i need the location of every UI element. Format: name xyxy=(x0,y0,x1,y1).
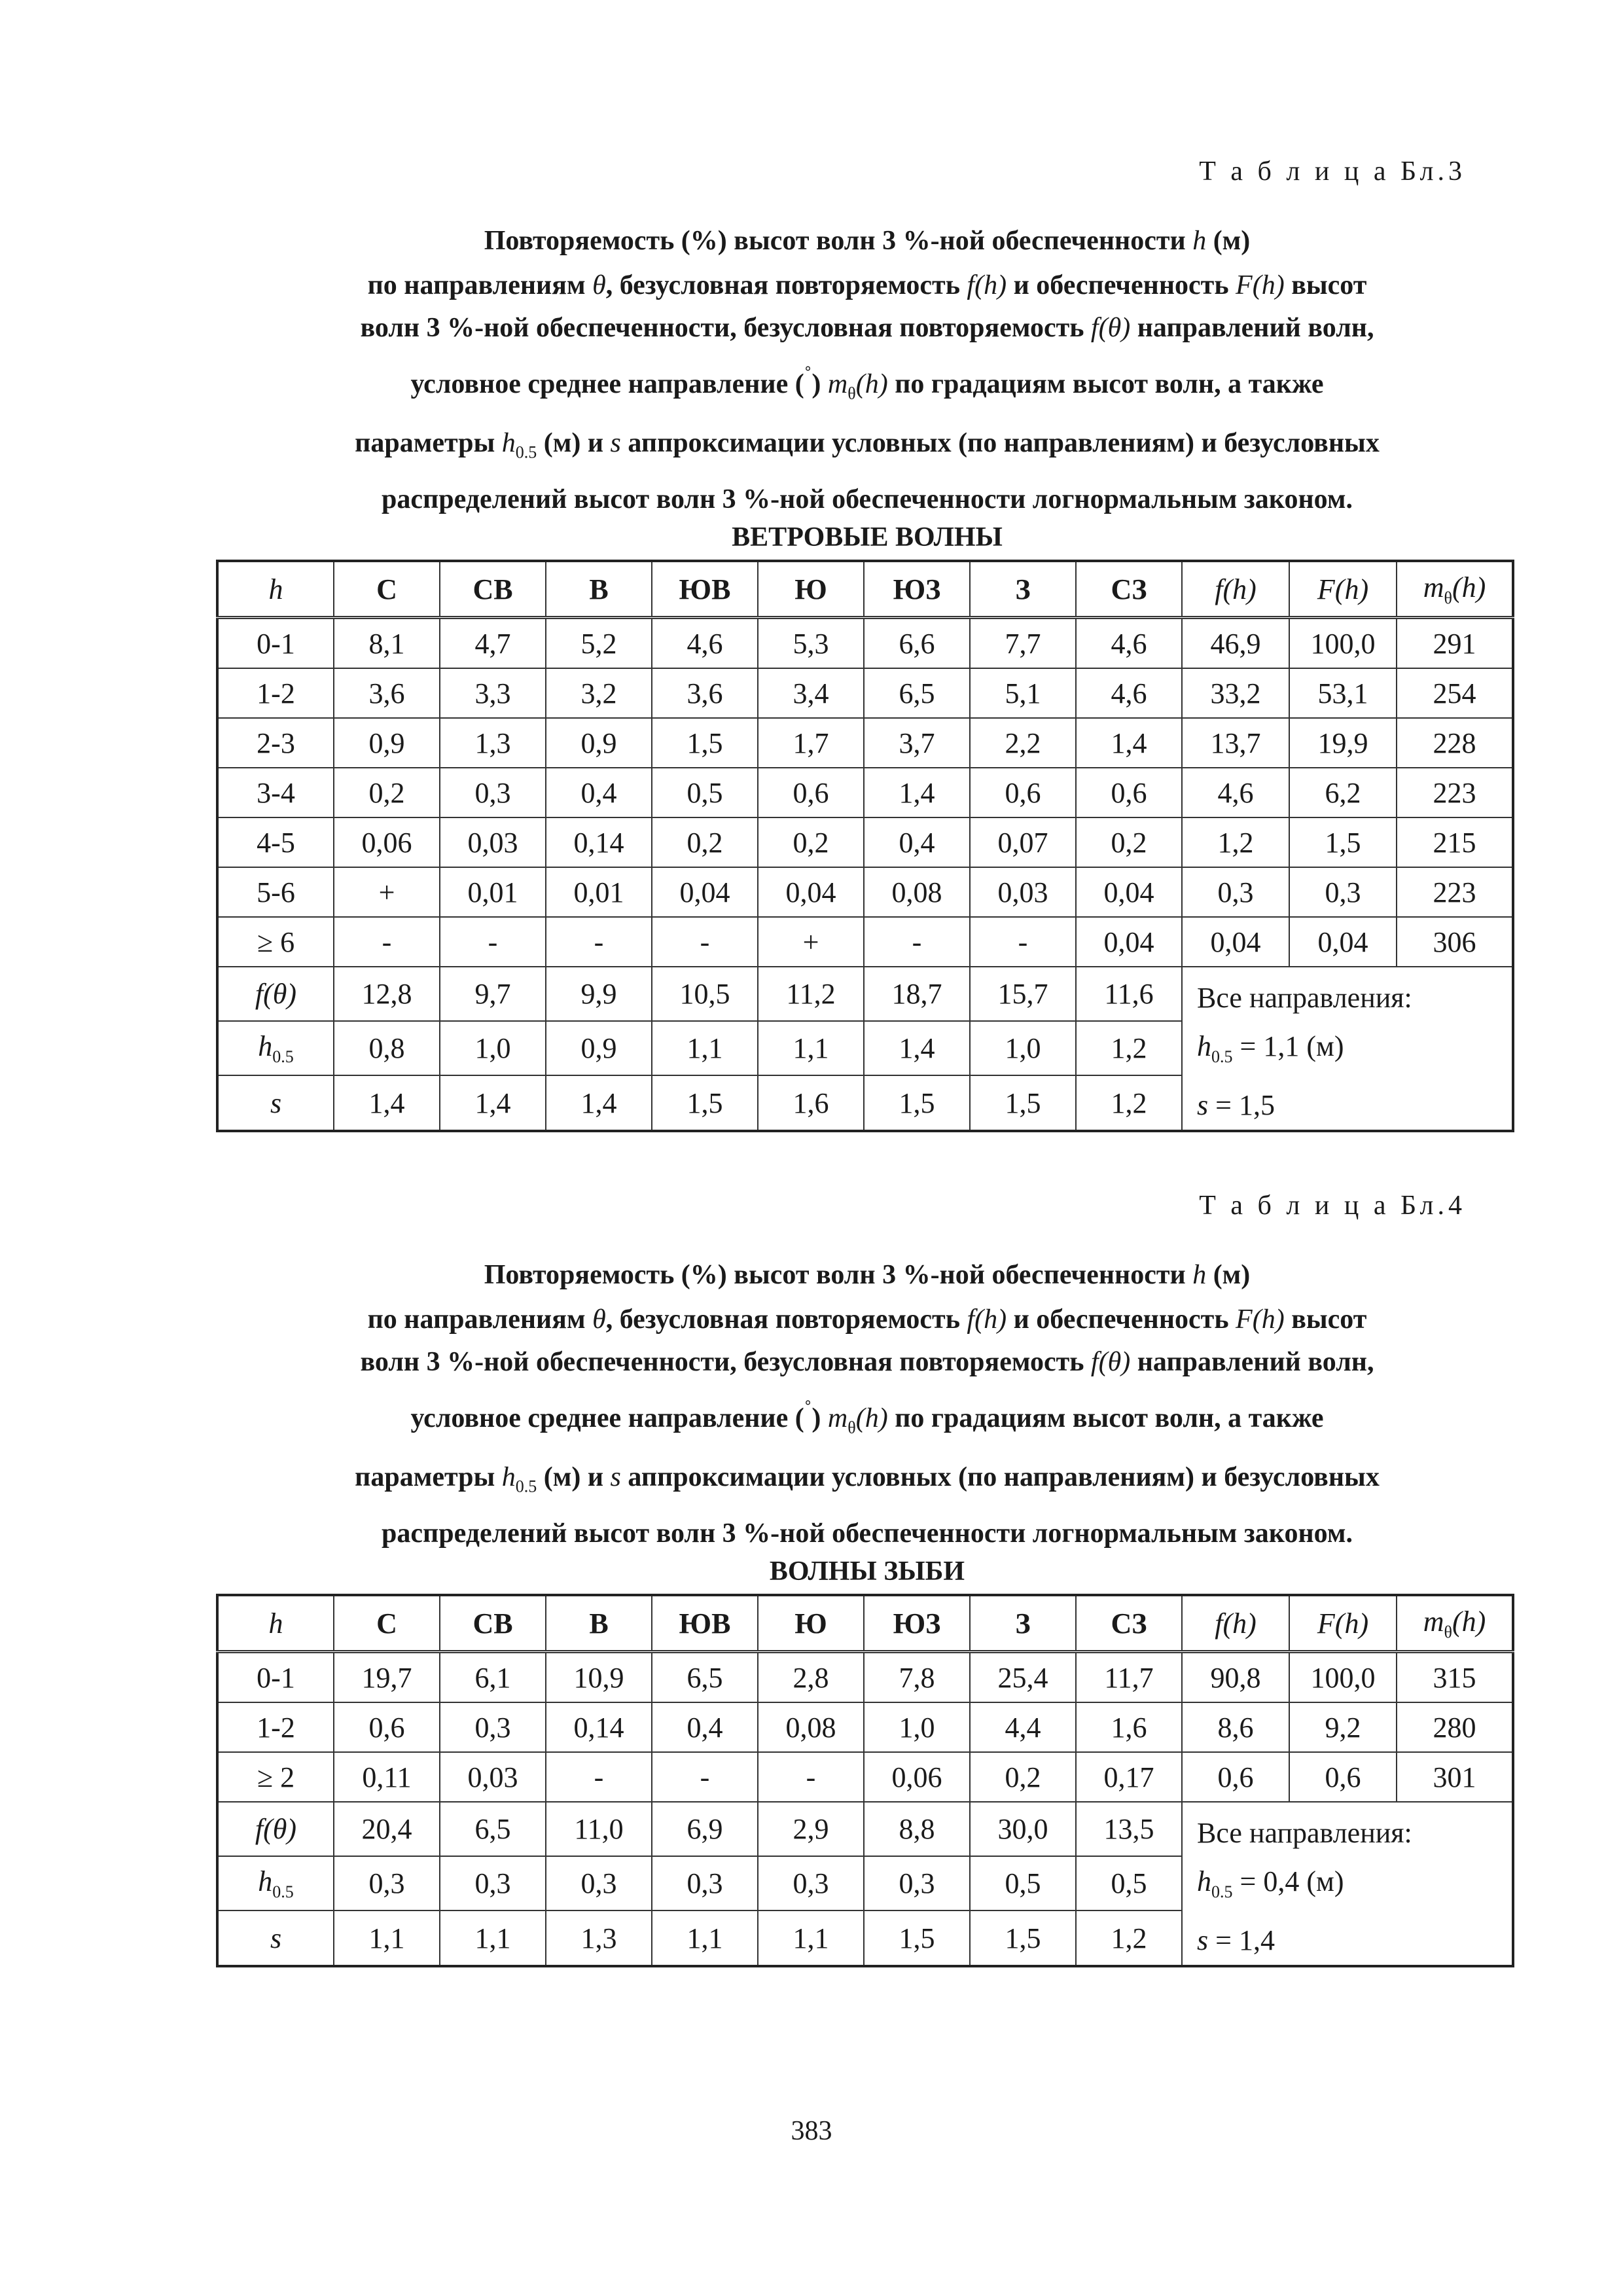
table-cell: 0,3 xyxy=(864,1856,970,1910)
column-header: ЮЗ xyxy=(864,1595,970,1652)
column-header: В xyxy=(546,561,652,618)
column-header: $m_\theta(h)$ xyxy=(1397,561,1513,618)
table-cell: 0,07 xyxy=(970,817,1076,867)
table-cell: 0,5 xyxy=(970,1856,1076,1910)
table-cell: 5,2 xyxy=(546,618,652,669)
table-cell: - xyxy=(864,917,970,967)
table-cell: 1,5 xyxy=(864,1075,970,1130)
table-cell: 228 xyxy=(1397,718,1513,768)
column-header: СВ xyxy=(440,561,546,618)
table-cell: 0-1 xyxy=(217,618,334,669)
table-cell: 11,0 xyxy=(546,1802,652,1856)
data-table xyxy=(216,1594,1514,1967)
table-cell: 0,04 xyxy=(1076,917,1182,967)
table-cell: 1,5 xyxy=(652,1075,758,1130)
table-cell: 1,1 xyxy=(334,1910,440,1965)
table-cell: 6,5 xyxy=(652,1652,758,1703)
table-cell: 0,4 xyxy=(652,1702,758,1752)
table-cell: 0,03 xyxy=(440,817,546,867)
table-cell: 0,3 xyxy=(758,1856,864,1910)
table-cell: 1,3 xyxy=(440,718,546,768)
table-cell: 2-3 xyxy=(217,718,334,768)
row-header: s xyxy=(217,1075,334,1130)
table-cell: - xyxy=(652,1752,758,1802)
table-cell: 3-4 xyxy=(217,768,334,817)
table-cell: 0,4 xyxy=(864,817,970,867)
table-cell: 0,08 xyxy=(758,1702,864,1752)
table-cell: 4,4 xyxy=(970,1702,1076,1752)
table-cell: 0,2 xyxy=(1076,817,1182,867)
table-cell: 1,7 xyxy=(758,718,864,768)
table-cell: 0,9 xyxy=(334,718,440,768)
column-header: В xyxy=(546,1595,652,1652)
column-header: ЮВ xyxy=(652,561,758,618)
column-header: Ю xyxy=(758,1595,864,1652)
table-cell: 11,6 xyxy=(1076,967,1182,1021)
table-cell: 0,04 xyxy=(1076,867,1182,917)
column-header: ЮВ xyxy=(652,1595,758,1652)
table-row xyxy=(217,668,1513,718)
table-cell: 9,7 xyxy=(440,967,546,1021)
table-row xyxy=(217,967,1513,1021)
table-cell: 5-6 xyxy=(217,867,334,917)
table-cell: 0,03 xyxy=(970,867,1076,917)
table-cell: 0,8 xyxy=(334,1021,440,1075)
table-cell: 0,04 xyxy=(758,867,864,917)
table-cell: 1,2 xyxy=(1076,1910,1182,1965)
column-header: F(h) xyxy=(1289,561,1397,618)
table-cell: 280 xyxy=(1397,1702,1513,1752)
column-header: С xyxy=(334,1595,440,1652)
table-cell: 291 xyxy=(1397,618,1513,669)
table-row xyxy=(217,768,1513,817)
table-cell: 53,1 xyxy=(1289,668,1397,718)
data-table xyxy=(216,560,1514,1132)
table-cell: ≥ 2 xyxy=(217,1752,334,1802)
table-cell: 1,3 xyxy=(546,1910,652,1965)
table-cell: 0,01 xyxy=(440,867,546,917)
table-cell: 8,6 xyxy=(1182,1702,1289,1752)
table-cell: 0,11 xyxy=(334,1752,440,1802)
table-cell: 3,4 xyxy=(758,668,864,718)
table-cell: 0,17 xyxy=(1076,1752,1182,1802)
table-cell: 0,3 xyxy=(440,768,546,817)
table-cell: 1,1 xyxy=(440,1910,546,1965)
table-cell: - xyxy=(440,917,546,967)
table-cell: 7,7 xyxy=(970,618,1076,669)
table-cell: 0-1 xyxy=(217,1652,334,1703)
table-cell: 1,4 xyxy=(334,1075,440,1130)
column-header: З xyxy=(970,1595,1076,1652)
table-cell: 2,2 xyxy=(970,718,1076,768)
table-cell: 6,6 xyxy=(864,618,970,669)
table-row xyxy=(217,618,1513,669)
table-cell: 1,5 xyxy=(864,1910,970,1965)
table-cell: 1,1 xyxy=(652,1910,758,1965)
table-cell: 0,06 xyxy=(864,1752,970,1802)
table-cell: 11,2 xyxy=(758,967,864,1021)
table-cell: 4,6 xyxy=(652,618,758,669)
table-cell: 4-5 xyxy=(217,817,334,867)
table-row xyxy=(217,917,1513,967)
table-row xyxy=(217,1702,1513,1752)
table-cell: 0,04 xyxy=(1289,917,1397,967)
table-cell: 1,5 xyxy=(1289,817,1397,867)
table-cell: 1,5 xyxy=(652,718,758,768)
table-cell: + xyxy=(758,917,864,967)
table-cell: 100,0 xyxy=(1289,618,1397,669)
all-directions-summary: Все направления: $h_{0.5} = 0,4$ (м) s = 1,4 xyxy=(1182,1802,1513,1966)
column-header: h xyxy=(217,1595,334,1652)
table-cell: 4,7 xyxy=(440,618,546,669)
table-cell: 6,5 xyxy=(440,1802,546,1856)
table-cell: 6,1 xyxy=(440,1652,546,1703)
table-cell: 3,7 xyxy=(864,718,970,768)
row-header: $h_{0.5}$ xyxy=(217,1021,334,1075)
table-cell: 10,9 xyxy=(546,1652,652,1703)
table-row xyxy=(217,1652,1513,1703)
table-cell: 9,2 xyxy=(1289,1702,1397,1752)
column-header: f(h) xyxy=(1182,1595,1289,1652)
table-cell: 4,6 xyxy=(1182,768,1289,817)
table-cell: - xyxy=(546,917,652,967)
table-cell: 19,7 xyxy=(334,1652,440,1703)
table-cell: 0,3 xyxy=(652,1856,758,1910)
table-cell: 0,3 xyxy=(440,1702,546,1752)
table-cell: 1,2 xyxy=(1182,817,1289,867)
table-cell: 0,5 xyxy=(1076,1856,1182,1910)
table-cell: 30,0 xyxy=(970,1802,1076,1856)
table-cell: 1,4 xyxy=(1076,718,1182,768)
table-cell: 1-2 xyxy=(217,1702,334,1752)
table-cell: 1,0 xyxy=(970,1021,1076,1075)
table-cell: 223 xyxy=(1397,768,1513,817)
table-caption: Повторяемость (%) высот волн 3 %-ной обеспеченности h (м) по направлениям θ, безусловная повторяемость f(h) и обеспеченность F(h) высот волн 3 %-ной обеспеченности, безусловная повторяемость f(θ) направлений волн, условное среднее направление (˚) $m_\theta(h)$ по градациям высот волн, а также параметры $h_{0.5}$ (м) и s аппроксимации условных (по направлениям) и безусловных распределений высот волн 3 %-ной обеспеченности логнормальным законом. ВЕТРОВЫЕ ВОЛНЫ xyxy=(216,216,1518,554)
column-header: С xyxy=(334,561,440,618)
all-directions-summary: Все направления: $h_{0.5} = 1,1$ (м) s = 1,5 xyxy=(1182,967,1513,1131)
table-cell: 0,5 xyxy=(652,768,758,817)
column-header: f(h) xyxy=(1182,561,1289,618)
table-cell: 0,04 xyxy=(1182,917,1289,967)
table-cell: 8,1 xyxy=(334,618,440,669)
table-cell: 8,8 xyxy=(864,1802,970,1856)
table-cell: 301 xyxy=(1397,1752,1513,1802)
table-cell: 0,3 xyxy=(546,1856,652,1910)
column-header: СЗ xyxy=(1076,561,1182,618)
table-cell: 6,5 xyxy=(864,668,970,718)
table-caption: Повторяемость (%) высот волн 3 %-ной обеспеченности h (м) по направлениям θ, безусловная повторяемость f(h) и обеспеченность F(h) высот волн 3 %-ной обеспеченности, безусловная повторяемость f(θ) направлений волн, условное среднее направление (˚) $m_\theta(h)$ по градациям высот волн, а также параметры $h_{0.5}$ (м) и s аппроксимации условных (по направлениям) и безусловных распределений высот волн 3 %-ной обеспеченности логнормальным законом. ВОЛНЫ ЗЫБИ xyxy=(216,1250,1518,1588)
table-cell: 12,8 xyxy=(334,967,440,1021)
table-label: Т а б л и ц а Бл.3 xyxy=(1199,156,1466,187)
table-cell: 5,1 xyxy=(970,668,1076,718)
table-cell: 0,6 xyxy=(1076,768,1182,817)
table-row xyxy=(217,718,1513,768)
table-cell: 1,5 xyxy=(970,1910,1076,1965)
table-header-row xyxy=(217,1595,1513,1652)
row-header: f(θ) xyxy=(217,967,334,1021)
table-cell: - xyxy=(546,1752,652,1802)
table-cell: 1,5 xyxy=(970,1075,1076,1130)
table-cell: 0,14 xyxy=(546,1702,652,1752)
table-cell: 0,2 xyxy=(970,1752,1076,1802)
column-header: З xyxy=(970,561,1076,618)
page-number: 383 xyxy=(791,2116,832,2146)
table-cell: 1,6 xyxy=(1076,1702,1182,1752)
column-header: СВ xyxy=(440,1595,546,1652)
table-cell: 5,3 xyxy=(758,618,864,669)
table-cell: 13,5 xyxy=(1076,1802,1182,1856)
table-cell: 1,6 xyxy=(758,1075,864,1130)
table-cell: 1,1 xyxy=(652,1021,758,1075)
table-cell: 0,3 xyxy=(1289,867,1397,917)
table-cell: - xyxy=(652,917,758,967)
column-header: Ю xyxy=(758,561,864,618)
table-header-row xyxy=(217,561,1513,618)
table-cell: 0,01 xyxy=(546,867,652,917)
table-row xyxy=(217,1752,1513,1802)
table-cell: 1,1 xyxy=(758,1021,864,1075)
table-cell: 306 xyxy=(1397,917,1513,967)
table-cell: 3,6 xyxy=(652,668,758,718)
table-cell: 0,3 xyxy=(440,1856,546,1910)
table-cell: ≥ 6 xyxy=(217,917,334,967)
table-cell: 0,9 xyxy=(546,718,652,768)
table-cell: 3,2 xyxy=(546,668,652,718)
table-cell: 25,4 xyxy=(970,1652,1076,1703)
table-cell: 0,2 xyxy=(758,817,864,867)
table-cell: 90,8 xyxy=(1182,1652,1289,1703)
table-cell: 7,8 xyxy=(864,1652,970,1703)
table-cell: 0,6 xyxy=(334,1702,440,1752)
table-cell: 1,1 xyxy=(758,1910,864,1965)
table-cell: 0,6 xyxy=(758,768,864,817)
column-header: $m_\theta(h)$ xyxy=(1397,1595,1513,1652)
table-cell: - xyxy=(758,1752,864,1802)
table-cell: 15,7 xyxy=(970,967,1076,1021)
table-cell: 0,2 xyxy=(652,817,758,867)
table-cell: 215 xyxy=(1397,817,1513,867)
table-cell: 0,06 xyxy=(334,817,440,867)
row-header: f(θ) xyxy=(217,1802,334,1856)
table-cell: 4,6 xyxy=(1076,668,1182,718)
table-cell: 1-2 xyxy=(217,668,334,718)
table-cell: 46,9 xyxy=(1182,618,1289,669)
table-cell: 3,3 xyxy=(440,668,546,718)
table-cell: 0,2 xyxy=(334,768,440,817)
table-cell: 33,2 xyxy=(1182,668,1289,718)
table-cell: 10,5 xyxy=(652,967,758,1021)
table-cell: 0,3 xyxy=(334,1856,440,1910)
table-cell: 0,3 xyxy=(1182,867,1289,917)
table-cell: 315 xyxy=(1397,1652,1513,1703)
table-cell: 1,0 xyxy=(440,1021,546,1075)
table-cell: 4,6 xyxy=(1076,618,1182,669)
table-row xyxy=(217,817,1513,867)
table-cell: 0,6 xyxy=(1289,1752,1397,1802)
table-cell: 1,2 xyxy=(1076,1075,1182,1130)
table-subtitle: ВОЛНЫ ЗЫБИ xyxy=(769,1556,965,1587)
column-header: F(h) xyxy=(1289,1595,1397,1652)
table-cell: 1,4 xyxy=(864,1021,970,1075)
table-cell: 1,2 xyxy=(1076,1021,1182,1075)
table-row xyxy=(217,867,1513,917)
table-cell: 9,9 xyxy=(546,967,652,1021)
table-cell: 0,14 xyxy=(546,817,652,867)
table-cell: 1,0 xyxy=(864,1702,970,1752)
table-cell: - xyxy=(970,917,1076,967)
table-cell: 20,4 xyxy=(334,1802,440,1856)
table-cell: 6,2 xyxy=(1289,768,1397,817)
table-cell: 254 xyxy=(1397,668,1513,718)
table-cell: + xyxy=(334,867,440,917)
row-header: s xyxy=(217,1910,334,1965)
table-label: Т а б л и ц а Бл.4 xyxy=(1199,1191,1466,1221)
table-cell: 19,9 xyxy=(1289,718,1397,768)
table-cell: 3,6 xyxy=(334,668,440,718)
table-cell: 2,8 xyxy=(758,1652,864,1703)
table-cell: 0,9 xyxy=(546,1021,652,1075)
table-cell: 6,9 xyxy=(652,1802,758,1856)
table-cell: 0,04 xyxy=(652,867,758,917)
column-header: h xyxy=(217,561,334,618)
table-cell: 2,9 xyxy=(758,1802,864,1856)
column-header: ЮЗ xyxy=(864,561,970,618)
table-cell: 0,03 xyxy=(440,1752,546,1802)
table-cell: 11,7 xyxy=(1076,1652,1182,1703)
table-cell: 1,4 xyxy=(546,1075,652,1130)
table-cell: 1,4 xyxy=(440,1075,546,1130)
table-cell: 0,08 xyxy=(864,867,970,917)
table-cell: 223 xyxy=(1397,867,1513,917)
table-cell: 0,4 xyxy=(546,768,652,817)
table-cell: 100,0 xyxy=(1289,1652,1397,1703)
table-row xyxy=(217,1802,1513,1856)
table-cell: 1,4 xyxy=(864,768,970,817)
table-cell: - xyxy=(334,917,440,967)
table-cell: 0,6 xyxy=(1182,1752,1289,1802)
table-cell: 18,7 xyxy=(864,967,970,1021)
row-header: $h_{0.5}$ xyxy=(217,1856,334,1910)
table-cell: 0,6 xyxy=(970,768,1076,817)
column-header: СЗ xyxy=(1076,1595,1182,1652)
table-cell: 13,7 xyxy=(1182,718,1289,768)
table-subtitle: ВЕТРОВЫЕ ВОЛНЫ xyxy=(732,522,1003,552)
